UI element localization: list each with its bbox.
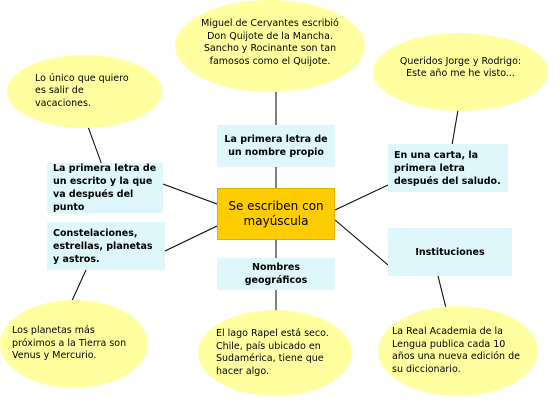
- rule-box-letter-greeting: [388, 144, 508, 192]
- example-ellipse-top-left: [7, 55, 162, 128]
- rule-geographic-text: Nombres geográficos: [244, 262, 308, 286]
- central-concept: [217, 188, 335, 240]
- example-top-left-text: Lo único que quiero es salir de vacaciones.: [35, 72, 129, 109]
- example-ellipse-bottom-left: [0, 300, 148, 388]
- connector-center-to-left-box-2: [165, 226, 217, 251]
- rule-box-geographic: [217, 258, 335, 290]
- rule-institutions-text: Instituciones: [415, 246, 485, 258]
- example-bottom-right-text: La Real Academia de la Lengua publica cada 10 años una nueva edición de su diccionario.: [392, 326, 520, 375]
- connector-center-to-left-box-1: [163, 184, 217, 204]
- example-ellipse-bottom: [198, 310, 352, 396]
- example-ellipse-top: [175, 0, 365, 92]
- connector-top-left-ellipse-to-box: [87, 124, 102, 165]
- example-bottom-text: El lago Rapel está seco. Chile, país ubicado en Sudamérica, tiene que hacer algo.: [216, 328, 329, 377]
- rule-box-proper-noun: [217, 125, 335, 167]
- rule-box-first-letter: [47, 163, 163, 213]
- rule-box-astronomy: [47, 222, 165, 270]
- rule-proper-noun-text: La primera letra de un nombre propio: [224, 134, 328, 158]
- connector-center-to-right-box-2: [335, 220, 388, 265]
- rule-astronomy-text: Constelaciones, estrellas, planetas y astros.: [53, 227, 153, 265]
- example-top-right-text: Queridos Jorge y Rodrigo: Este año me he visto...: [399, 55, 522, 79]
- example-ellipse-top-right: [373, 33, 548, 111]
- connector-center-to-right-box-1: [335, 185, 388, 210]
- example-top-text: Miguel de Cervantes escribió Don Quijote de la Mancha. Sancho y Rocinante son tan famosos como el Quijote.: [201, 18, 339, 67]
- rule-letter-greeting-text: En una carta, la primera letra después del saludo.: [394, 149, 501, 187]
- example-ellipse-bottom-right: [378, 306, 538, 396]
- rule-box-institutions: [388, 228, 512, 276]
- central-concept-text: Se escriben con mayúscula: [228, 199, 324, 228]
- connector-top-right-ellipse-to-box: [452, 110, 458, 145]
- example-bottom-left-text: Los planetas más próximos a la Tierra son Venus y Mercurio.: [12, 325, 127, 362]
- rule-first-letter-text: La primera letra de un escrito y la que va después del punto: [53, 163, 157, 213]
